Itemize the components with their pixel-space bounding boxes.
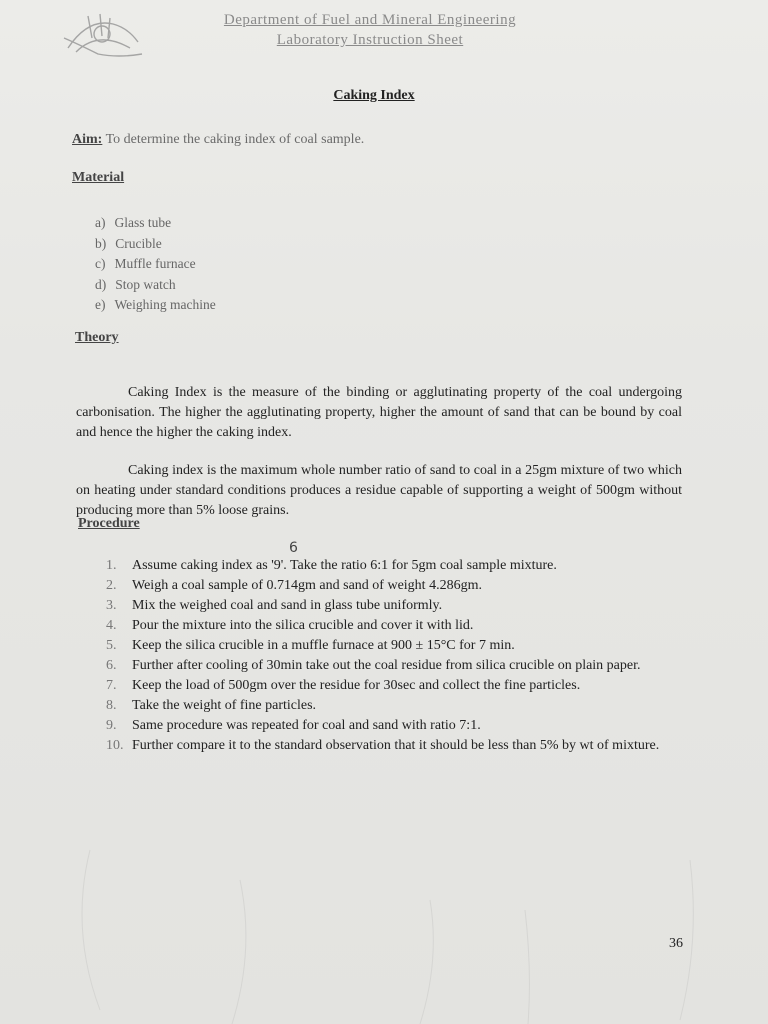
procedure-step [106, 736, 692, 756]
page-title: Caking Index [333, 88, 415, 103]
step-text: Pour the mixture into the silica crucible and cover it with lid. [132, 618, 474, 633]
step-text: Take the weight of fine particles. [132, 698, 317, 713]
aim-label: Aim: [72, 132, 103, 147]
list-item [95, 254, 216, 275]
theory-paragraph: Caking index is the maximum whole number ratio of sand to coal in a 25gm mixture of two which on heating under standard conditions produces a residue capable of supporting a weight of 500gm without producing more than 5% loose grains. [76, 463, 682, 518]
procedure-heading: Procedure [78, 516, 140, 531]
list-marker: d) [95, 276, 107, 292]
procedure-step [106, 696, 692, 716]
material-item-text: Crucible [115, 235, 162, 251]
step-number: 4. [106, 618, 117, 633]
procedure-step [106, 636, 692, 656]
step-text: Further compare it to the standard observation that it should be less than 5% by wt of mixture. [132, 738, 660, 753]
list-item [95, 295, 216, 316]
list-item [95, 213, 216, 234]
step-text: Further after cooling of 30min take out the coal residue from silica crucible on plain paper. [132, 658, 641, 673]
step-text: Weigh a coal sample of 0.714gm and sand of weight 4.286gm. [132, 578, 482, 593]
procedure-step [106, 556, 692, 576]
theory-heading: Theory [75, 330, 119, 345]
step-text: Mix the weighed coal and sand in glass tube uniformly. [132, 598, 443, 613]
document-header [150, 10, 590, 50]
material-item-text: Muffle furnace [114, 256, 196, 271]
procedure-step [106, 596, 692, 616]
procedure-step [106, 576, 692, 596]
list-item [95, 234, 216, 255]
list-marker: e) [95, 297, 106, 312]
step-number: 6. [106, 658, 117, 673]
step-text: Keep the silica crucible in a muffle furnace at 900 ± 15°C for 7 min. [132, 638, 515, 653]
department-logo-icon [58, 8, 148, 60]
sheet-type: Laboratory Instruction Sheet [276, 32, 464, 48]
procedure-step [106, 716, 692, 736]
step-number: 2. [106, 578, 117, 593]
list-marker: c) [95, 256, 106, 271]
step-number: 1. [106, 558, 117, 573]
list-marker: a) [95, 215, 106, 230]
material-heading: Material [72, 170, 125, 185]
page-number: 36 [669, 936, 683, 951]
material-list [95, 213, 216, 316]
material-item-text: Glass tube [114, 215, 172, 230]
handwritten-annotation: 6 [289, 540, 298, 556]
procedure-step [106, 616, 692, 636]
department-name: Department of Fuel and Mineral Engineering [223, 12, 517, 28]
step-number: 9. [106, 718, 117, 733]
step-number: 7. [106, 678, 117, 693]
material-item-text: Stop watch [115, 276, 176, 292]
aim-section [72, 132, 364, 148]
step-text: Keep the load of 500gm over the residue for 30sec and collect the fine particles. [132, 678, 581, 693]
step-number: 5. [106, 638, 117, 653]
list-marker: b) [95, 235, 107, 251]
procedure-list [106, 556, 692, 756]
theory-paragraph: Caking Index is the measure of the binding or agglutinating property of the coal undergoing carbonisation. The higher the agglutinating property, higher the amount of sand that can be bound by coal and hence the higher the caking index. [76, 385, 682, 440]
step-number: 8. [106, 698, 117, 713]
step-number: 10. [106, 738, 124, 753]
material-item-text: Weighing machine [114, 297, 216, 312]
step-text: Same procedure was repeated for coal and sand with ratio 7:1. [132, 718, 481, 733]
step-number: 3. [106, 598, 117, 613]
step-text: Assume caking index as '9'. Take the ratio 6:1 for 5gm coal sample mixture. [132, 558, 557, 573]
procedure-step [106, 676, 692, 696]
procedure-step [106, 656, 692, 676]
aim-text: To determine the caking index of coal sample. [105, 132, 365, 147]
list-item [95, 275, 216, 296]
